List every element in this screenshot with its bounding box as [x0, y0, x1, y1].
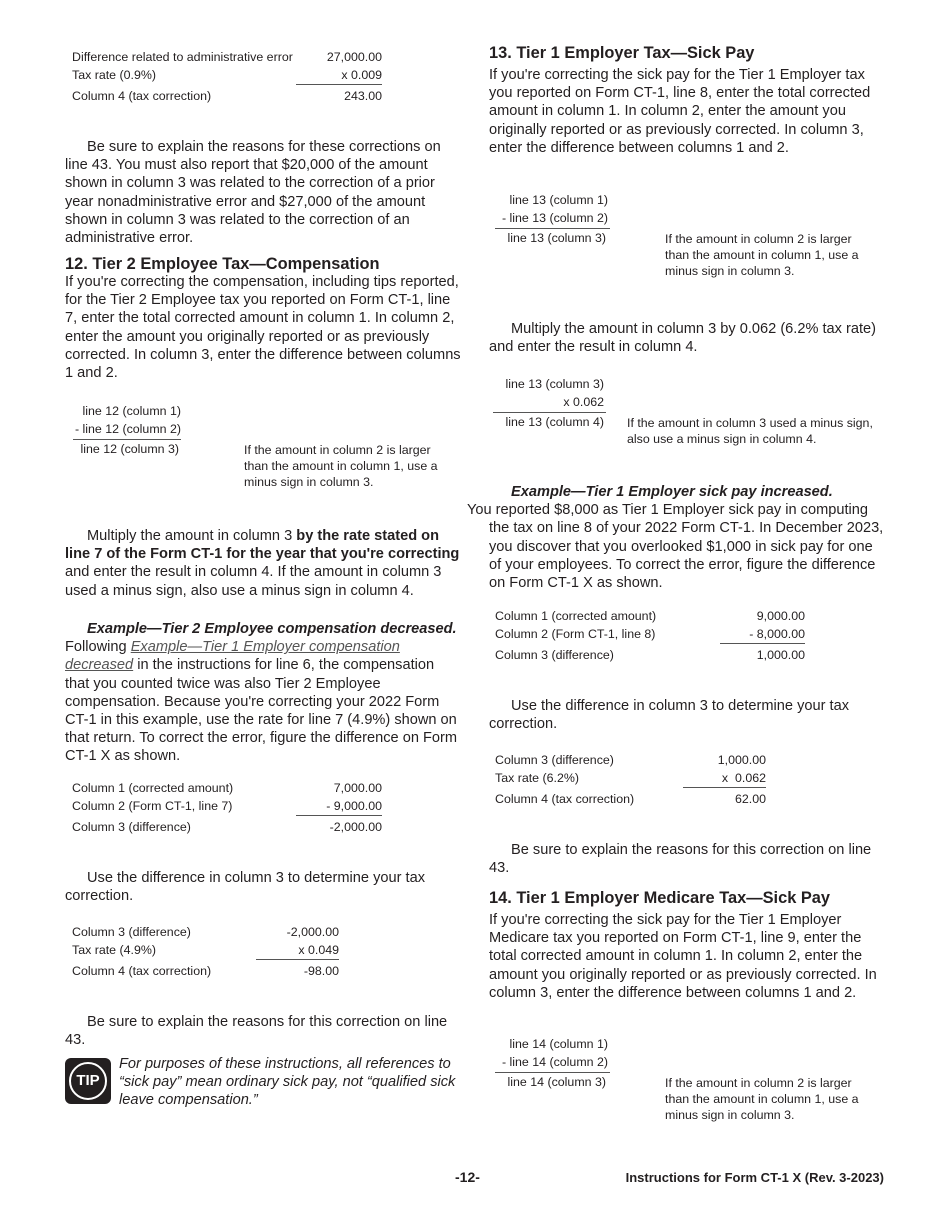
table-row	[495, 752, 766, 770]
formula-line: line 13 (column 3)	[505, 377, 604, 391]
text: in the instructions for line 6, the compensation that you counted twice was also Tier 2 Employee compensation. Because you're correcting your 2022 Form CT-1 in this example, use the rate for line 7 (4.9%) shown on that return. To correct the error, figure the difference on Form CT-1 X as shown.	[65, 657, 458, 765]
paragraph: Be sure to explain the reasons for this correction on line 43.	[489, 842, 872, 877]
divider	[296, 84, 382, 85]
formula-line: - line 14 (column 2)	[501, 1055, 608, 1069]
section-heading: 13. Tier 1 Employer Tax—Sick Pay	[489, 44, 755, 62]
admin-error-table	[72, 49, 382, 106]
row-value: -98.00	[303, 964, 339, 978]
paragraph: Use the difference in column 3 to determine your tax correction.	[489, 698, 850, 733]
formula-line12	[65, 402, 465, 492]
row-value: 243.00	[344, 89, 382, 103]
paragraph	[65, 527, 461, 600]
row-label: Column 4 (tax correction)	[495, 792, 635, 806]
row-value: x 0.009	[341, 68, 382, 82]
row-label: Column 4 (tax correction)	[72, 964, 212, 978]
compensation-table	[72, 780, 382, 837]
table-row	[495, 647, 805, 665]
formula-line13	[489, 191, 889, 281]
example-link[interactable]: Example—Tier 1 Employer compensation decreased	[65, 639, 400, 674]
formula-line: line 13 (column 3)	[507, 231, 606, 245]
row-label: Column 3 (difference)	[495, 648, 614, 662]
divider	[296, 815, 382, 816]
text: Following	[65, 639, 131, 656]
row-value: -2,000.00	[329, 820, 382, 834]
formula-line: - line 13 (column 2)	[501, 211, 608, 225]
row-value: - 9,000.00	[326, 799, 382, 813]
formula-line: line 13 (column 1)	[509, 193, 608, 207]
formula-line: - line 12 (column 2)	[74, 422, 181, 436]
table-row	[72, 963, 339, 981]
tip-icon	[65, 1058, 111, 1104]
row-label: Column 2 (Form CT-1, line 7)	[72, 799, 233, 813]
table-row	[495, 770, 766, 788]
formula-line: line 12 (column 1)	[82, 404, 181, 418]
text: and enter the result in column 4. If the amount in column 3 used a minus sign, also use a minus sign in column 4.	[65, 564, 442, 599]
row-value: 62.00	[734, 792, 766, 806]
row-value: 1,000.00	[717, 753, 766, 767]
table-row	[495, 626, 805, 644]
row-label: Column 1 (corrected amount)	[72, 781, 234, 795]
table-row	[72, 780, 382, 798]
paragraph: If you're correcting the sick pay for the Tier 1 Employer Medicare tax you reported on Form CT-1, line 9, enter the total corrected amount in column 1. In column 2, enter the amount you originally reported or as previously corrected. In column 3, enter the difference between columns 1 and 2.	[489, 912, 877, 1001]
row-label: Tax rate (0.9%)	[72, 68, 157, 82]
table-row	[72, 49, 382, 67]
formula-line: line 12 (column 3)	[80, 442, 179, 456]
row-label: Column 4 (tax correction)	[72, 89, 212, 103]
paragraph: If you're correcting the sick pay for the Tier 1 Employer tax you reported on Form CT-1, line 8, enter the total corrected amount in column 1. In column 2, enter the amount you originally reported or as previously corrected. In column 3, enter the difference between columns 1 and 2.	[489, 67, 871, 156]
row-value: 27,000.00	[326, 50, 382, 64]
row-label: Column 1 (corrected amount)	[495, 609, 657, 623]
table-row	[495, 791, 766, 809]
row-value: - 8,000.00	[749, 627, 805, 641]
table-row	[72, 67, 382, 85]
formula-line: x 0.062	[563, 395, 604, 409]
formula-note: If the amount in column 2 is larger than the amount in column 1, use a minus sign in column 3.	[244, 443, 438, 489]
text: Multiply the amount in column 3	[87, 528, 297, 544]
paragraph: Be sure to explain the reasons for this correction on line 43.	[65, 1014, 448, 1049]
formula-line14	[489, 1035, 889, 1125]
example-paragraph	[467, 483, 887, 592]
divider	[683, 787, 766, 788]
example-title: Example—Tier 1 Employer sick pay increased.	[511, 484, 833, 500]
section-heading: 12. Tier 2 Employee Tax—Compensation	[65, 255, 380, 273]
table-row	[72, 819, 382, 837]
paragraph: If you're correcting the compensation, including tips reported, for the Tier 2 Employee tax you reported on Form CT-1, line 7, enter the total corrected amount in column 1. In column 2, enter the amount you originally reported or as previously corrected. In column 3, enter the difference between columns 1 and 2.	[65, 274, 461, 382]
page-number: -12-	[455, 1169, 480, 1185]
tax-correction-table	[495, 752, 766, 809]
divider	[256, 959, 339, 960]
row-value: -2,000.00	[286, 925, 339, 939]
paragraph: Multiply the amount in column 3 by 0.062 (6.2% tax rate) and enter the result in column 4.	[489, 321, 877, 356]
table-row	[72, 942, 339, 960]
row-label: Column 3 (difference)	[72, 925, 191, 939]
paragraph: Use the difference in column 3 to determine your tax correction.	[65, 870, 426, 905]
formula-line: line 13 (column 4)	[505, 415, 604, 429]
table-row	[72, 798, 382, 816]
bold-text: by the rate stated on line 7 of the Form CT-1 for the year that you're correcting	[65, 528, 460, 563]
table-row	[72, 924, 339, 942]
formula-line: line 14 (column 3)	[507, 1075, 606, 1089]
section-heading: 14. Tier 1 Employer Medicare Tax—Sick Pay	[489, 889, 831, 907]
formula-note: If the amount in column 2 is larger than the amount in column 1, use a minus sign in column 3.	[665, 1076, 859, 1122]
table-row	[495, 608, 805, 626]
row-label: Column 2 (Form CT-1, line 8)	[495, 627, 656, 641]
tip-badge: TIP	[69, 1062, 107, 1100]
row-value: 9,000.00	[756, 609, 805, 623]
row-label: Difference related to administrative error	[72, 50, 293, 64]
sick-pay-table	[495, 608, 805, 665]
row-value: 7,000.00	[333, 781, 382, 795]
formula-line: line 14 (column 1)	[509, 1037, 608, 1051]
paragraph: Be sure to explain the reasons for these corrections on line 43. You must also report that $20,000 of the amount shown in column 3 was related to the correction of a prior year nonadministrative error and $27,000 of the amount shown in column 3 was related to the correction of an administrative error.	[65, 139, 441, 247]
row-label: Column 3 (difference)	[72, 820, 191, 834]
example-title: Example—Tier 2 Employee compensation decreased.	[87, 621, 457, 637]
row-label: Column 3 (difference)	[495, 753, 614, 767]
formula-line13-tax	[489, 375, 889, 455]
tip-text: For purposes of these instructions, all references to “sick pay” mean ordinary sick pay, not “qualified sick leave compensation.”	[119, 1056, 456, 1109]
row-value: x 0.049	[298, 943, 339, 957]
text: You reported $8,000 as Tier 1 Employer sick pay in computing the tax on line 8 of your 2022 Form CT-1. In December 2023, you discover that you overlooked $1,000 in sick pay for one of your employees. To correct the error, figure the difference on Form CT-1 X as shown.	[467, 502, 884, 592]
row-value: x 0.062	[721, 771, 766, 785]
row-value: 1,000.00	[756, 648, 805, 662]
row-label: Tax rate (6.2%)	[495, 771, 580, 785]
formula-note: If the amount in column 2 is larger than the amount in column 1, use a minus sign in column 3.	[665, 232, 859, 278]
footer-title: Instructions for Form CT-1 X (Rev. 3-2023)	[625, 1170, 884, 1185]
table-row	[72, 88, 382, 106]
tax-correction-table	[72, 924, 339, 981]
formula-note: If the amount in column 3 used a minus sign, also use a minus sign in column 4.	[627, 416, 873, 446]
divider	[720, 643, 805, 644]
example-paragraph	[65, 620, 461, 766]
row-label: Tax rate (4.9%)	[72, 943, 157, 957]
